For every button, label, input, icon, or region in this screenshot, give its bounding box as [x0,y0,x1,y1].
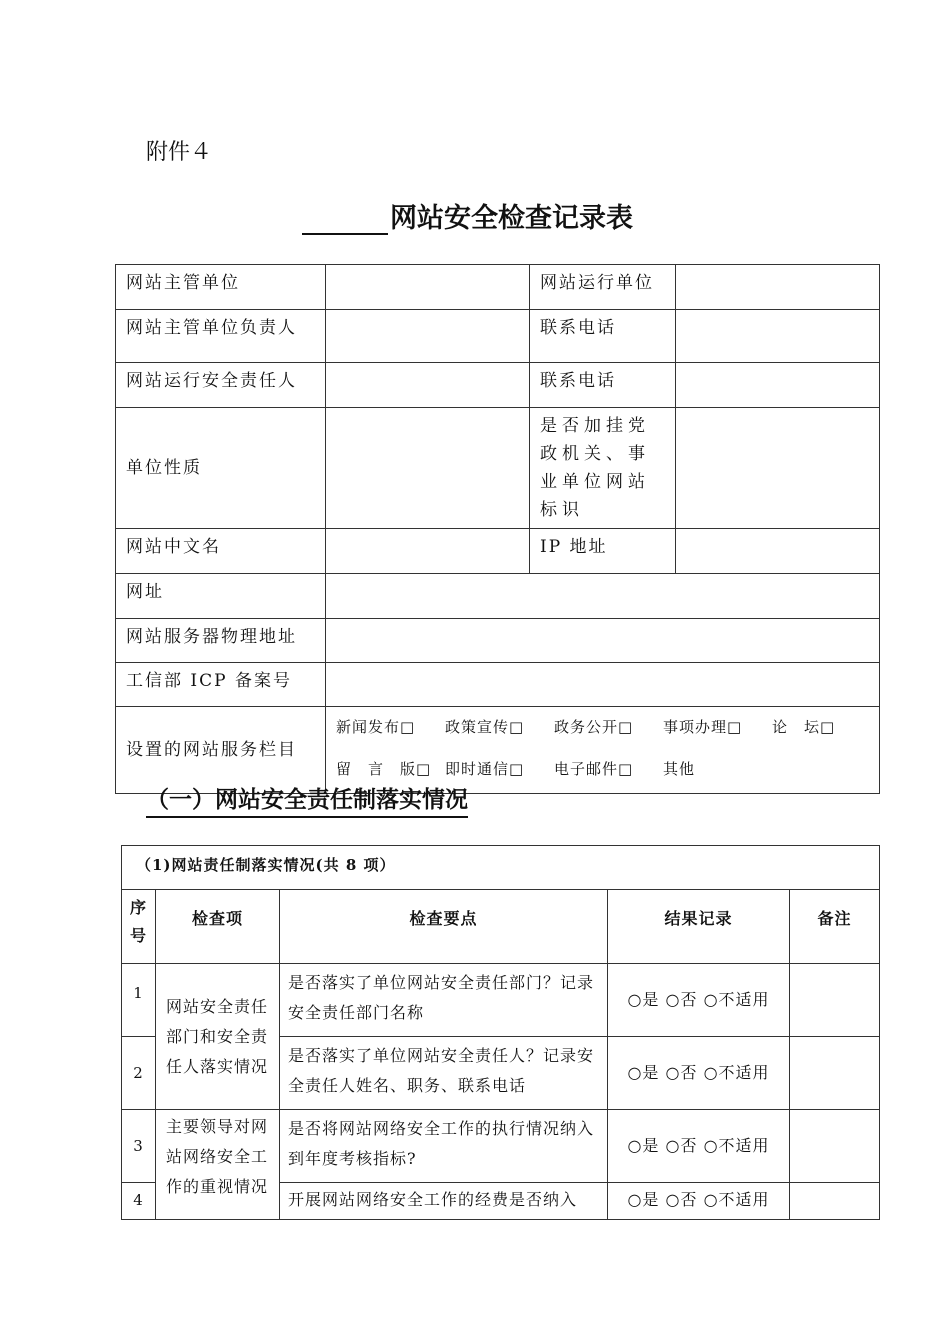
header-result: 结果记录 [608,890,790,964]
row-1-no: 1 [122,964,156,1037]
label-phone-1: 联系电话 [530,310,676,363]
label-server-addr: 网站服务器物理地址 [116,619,326,663]
section-1-title: （一）网站安全责任制落实情况 [146,781,468,818]
label-icp: 工信部 ICP 备案号 [116,663,326,707]
label-supervisor-head: 网站主管单位负责人 [116,310,326,363]
field-url[interactable] [326,574,880,619]
row-2-no: 2 [122,1037,156,1110]
header-points: 检查要点 [280,890,608,964]
field-operator-unit[interactable] [676,265,880,310]
field-icp[interactable] [326,663,880,707]
row-3-no: 3 [122,1110,156,1183]
website-info-table [115,264,880,794]
field-security-person[interactable] [326,363,530,408]
row-2-note[interactable] [790,1037,880,1110]
option-services[interactable]: 事项办理□ [663,718,743,736]
option-guestbook[interactable]: 留 言 版□ [336,760,432,778]
title-blank-line[interactable] [302,203,388,235]
label-supervisor-unit: 网站主管单位 [116,265,326,310]
label-url: 网址 [116,574,326,619]
label-security-person: 网站运行安全责任人 [116,363,326,408]
responsibility-check-table [121,845,880,1220]
label-operator-unit: 网站运行单位 [530,265,676,310]
label-ip: IP 地址 [530,529,676,574]
row-3-note[interactable] [790,1110,880,1183]
field-cn-name[interactable] [326,529,530,574]
row-3-result[interactable]: ○是 ○否 ○不适用 [608,1110,790,1183]
field-ip[interactable] [676,529,880,574]
row-4-point: 开展网站网络安全工作的经费是否纳入 [280,1183,608,1220]
row-2-result[interactable]: ○是 ○否 ○不适用 [608,1037,790,1110]
field-unit-type[interactable] [326,408,530,529]
label-unit-type: 单位性质 [116,408,326,529]
label-service-columns: 设置的网站服务栏目 [116,707,326,794]
row-2-point: 是否落实了单位网站安全责任人？记录安全责任人姓名、职务、联系电话 [280,1037,608,1110]
option-instant-message[interactable]: 即时通信□ [445,760,525,778]
field-phone-1[interactable] [676,310,880,363]
row-1-note[interactable] [790,964,880,1037]
title-text: 网站安全检查记录表 [390,203,633,234]
label-cn-name: 网站中文名 [116,529,326,574]
header-note: 备注 [790,890,880,964]
field-supervisor-unit[interactable] [326,265,530,310]
group-2-item: 主要领导对网站网络安全工作的重视情况 [156,1110,280,1220]
option-forum[interactable]: 论 坛□ [772,718,836,736]
row-3-point: 是否将网站网络安全工作的执行情况纳入到年度考核指标? [280,1110,608,1183]
label-phone-2: 联系电话 [530,363,676,408]
check-subheader: （1)网站责任制落实情况(共 8 项） [122,846,880,890]
page-title [302,196,633,235]
option-other[interactable]: 其他 [663,760,696,778]
row-4-no: 4 [122,1183,156,1220]
header-item: 检查项 [156,890,280,964]
attachment-label: 附件４ [146,140,213,165]
option-policy[interactable]: 政策宣传□ [445,718,525,736]
field-phone-2[interactable] [676,363,880,408]
field-server-addr[interactable] [326,619,880,663]
group-1-item: 网站安全责任部门和安全责任人落实情况 [156,964,280,1110]
row-4-note[interactable] [790,1183,880,1220]
field-gov-mark[interactable] [676,408,880,529]
row-1-point: 是否落实了单位网站安全责任部门？记录安全责任部门名称 [280,964,608,1037]
field-supervisor-head[interactable] [326,310,530,363]
row-1-result[interactable]: ○是 ○否 ○不适用 [608,964,790,1037]
option-email[interactable]: 电子邮件□ [554,760,634,778]
label-gov-mark: 是否加挂党政机关、事业单位网站标识 [530,408,676,529]
row-4-result[interactable]: ○是 ○否 ○不适用 [608,1183,790,1220]
option-news[interactable]: 新闻发布□ [336,718,416,736]
header-no: 序号 [122,890,156,964]
option-gov-affairs[interactable]: 政务公开□ [554,718,634,736]
